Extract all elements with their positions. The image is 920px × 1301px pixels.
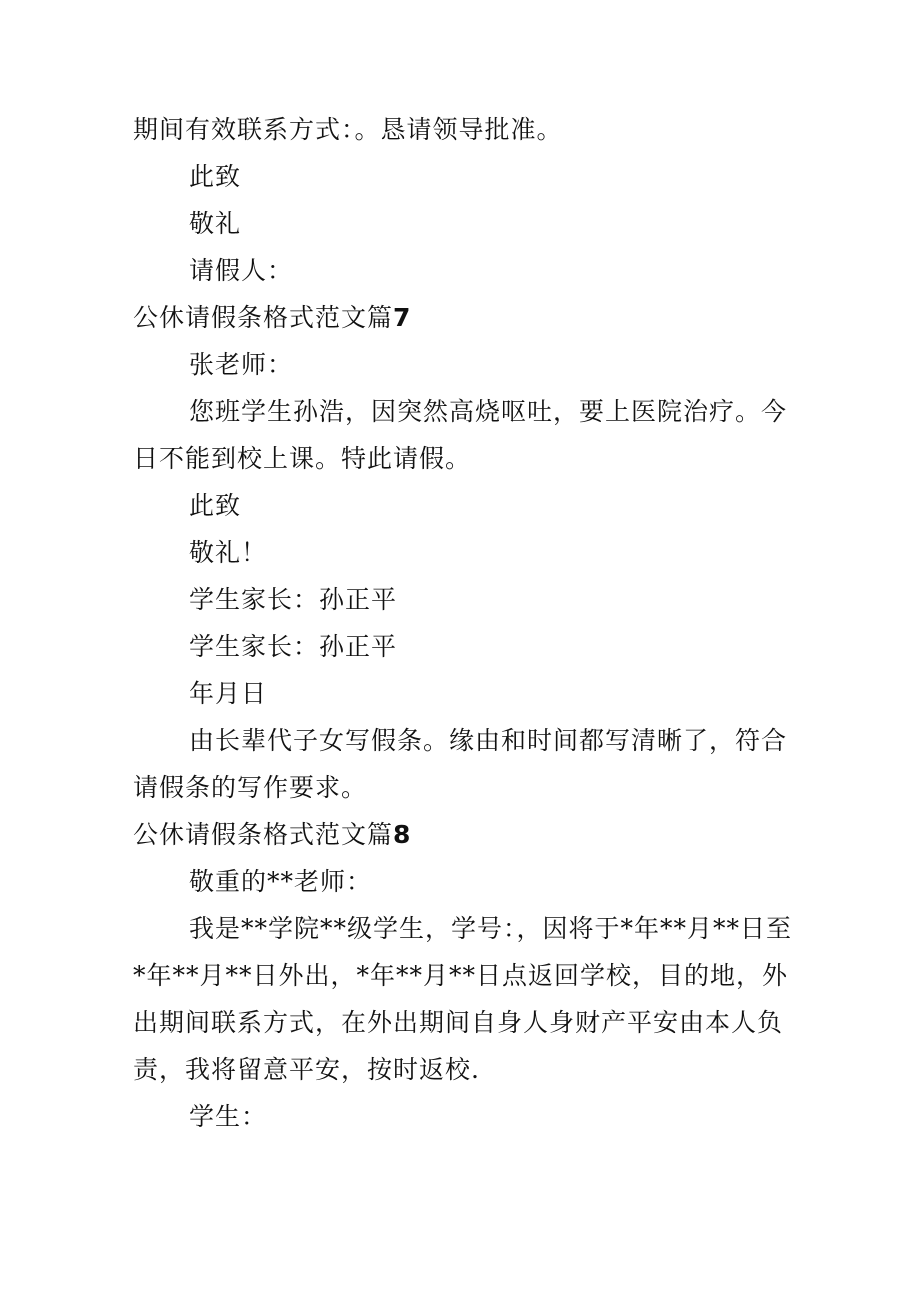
section-7-salutation: 张老师： — [189, 350, 294, 379]
section-7-signer-1: 学生家长：孙正平 — [189, 585, 398, 614]
section-7-heading-text: 公休请假条格式范文篇 — [133, 303, 394, 332]
section-7-heading — [133, 294, 793, 341]
closing-cizhi: 此致 — [189, 162, 242, 191]
closing-jingli: 敬礼 — [189, 209, 242, 238]
section-7-closing-jingli: 敬礼！ — [189, 538, 268, 567]
section-7-date: 年月日 — [189, 679, 268, 708]
section-7-closing-cizhi: 此致 — [189, 491, 242, 520]
section-8-heading-text: 公休请假条格式范文篇 — [133, 820, 394, 849]
requester-signature: 请假人： — [189, 256, 294, 285]
section-8-salutation: 敬重的**老师： — [189, 867, 373, 896]
section-7-signer-2: 学生家长：孙正平 — [189, 632, 398, 661]
section-7-heading-number: 7 — [393, 303, 412, 332]
section-8-signer: 学生： — [189, 1102, 268, 1131]
section-7-comment: 由长辈代子女写假条。缘由和时间都写清晰了，符合请假条的写作要求。 — [133, 726, 788, 802]
contact-approval-line: 期间有效联系方式：。恳请领导批准。 — [133, 115, 563, 144]
section-7-body: 您班学生孙浩，因突然高烧呕吐，要上医院治疗。今日不能到校上课。特此请假。 — [133, 397, 788, 473]
section-8-heading-number: 8 — [393, 820, 412, 849]
document-content — [133, 106, 793, 1140]
section-8-heading — [133, 811, 793, 858]
section-8-body: 我是**学院**级学生，学号：，因将于*年**月**日至*年**月**日外出，*年**月**日点返回学校，目的地，外出期间联系方式，在外出期间自身人身财产平安由本人负责，我将留意平安，按时返校. — [133, 914, 793, 1084]
